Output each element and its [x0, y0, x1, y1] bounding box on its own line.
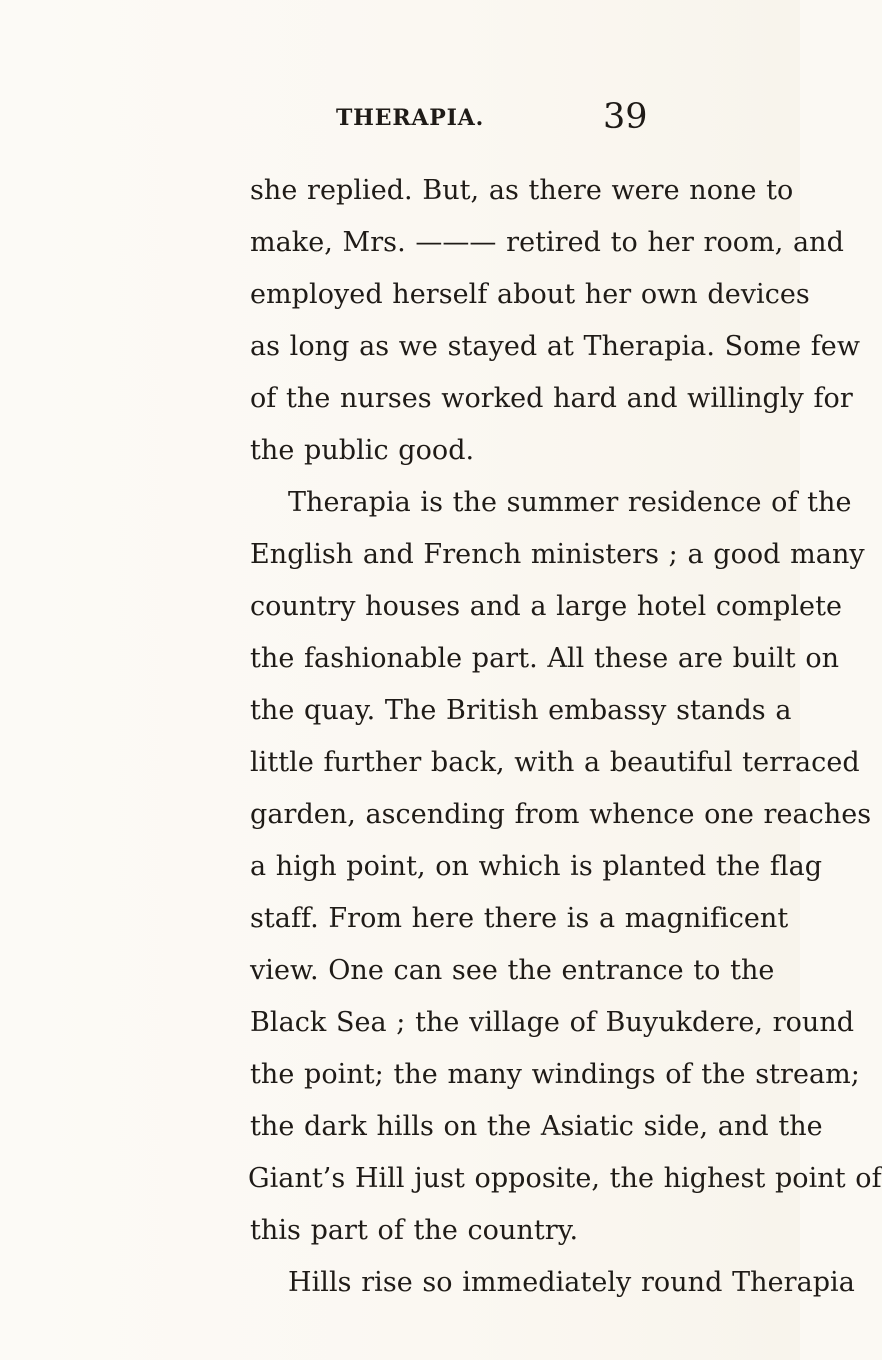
paragraph-2-line-13: the dark hills on the Asiatic side, and the: [250, 1111, 823, 1142]
paragraph-2-line-11: Black Sea ; the village of Buyukdere, round: [250, 1007, 855, 1038]
paragraph-1-line-6: the public good.: [250, 435, 475, 466]
page-header: [0, 97, 800, 140]
paragraph-1-line-4: as long as we stayed at Therapia. Some few: [250, 331, 860, 362]
paragraph-2-line-10: view. One can see the entrance to the: [250, 955, 775, 986]
paragraph-2-line-8: a high point, on which is planted the flag: [250, 851, 823, 882]
paragraph-2-line-6: little further back, with a beautiful terraced: [250, 747, 860, 778]
paragraph-2-line-15: this part of the country.: [250, 1215, 579, 1246]
paragraph-2-line-12: the point; the many windings of the stream;: [250, 1059, 860, 1090]
paragraph-2-line-4: the fashionable part. All these are built on: [250, 643, 840, 674]
paragraph-2-line-7: garden, ascending from whence one reaches: [250, 799, 872, 830]
paragraph-1-line-2: make, Mrs. ——— retired to her room, and: [250, 227, 844, 258]
paragraph-3-line-1: Hills rise so immediately round Therapia: [288, 1267, 855, 1298]
running-head: THERAPIA.: [336, 105, 485, 131]
paragraph-1-line-3: employed herself about her own devices: [250, 279, 810, 310]
paragraph-2-line-14: Giant’s Hill just opposite, the highest point of: [248, 1163, 882, 1194]
paragraph-2-line-5: the quay. The British embassy stands a: [250, 695, 792, 726]
paragraph-2-line-3: country houses and a large hotel complete: [250, 591, 843, 622]
body-text: [0, 165, 882, 1298]
paragraph-1-line-5: of the nurses worked hard and willingly for: [250, 383, 853, 414]
page-number: 39: [603, 97, 648, 137]
paragraph-2-line-9: staff. From here there is a magnificent: [250, 903, 789, 934]
paragraph-1-line-1: she replied. But, as there were none to: [250, 175, 794, 206]
paragraph-2-line-1: Therapia is the summer residence of the: [288, 487, 852, 518]
paragraph-2-line-2: English and French ministers ; a good many: [250, 539, 865, 570]
